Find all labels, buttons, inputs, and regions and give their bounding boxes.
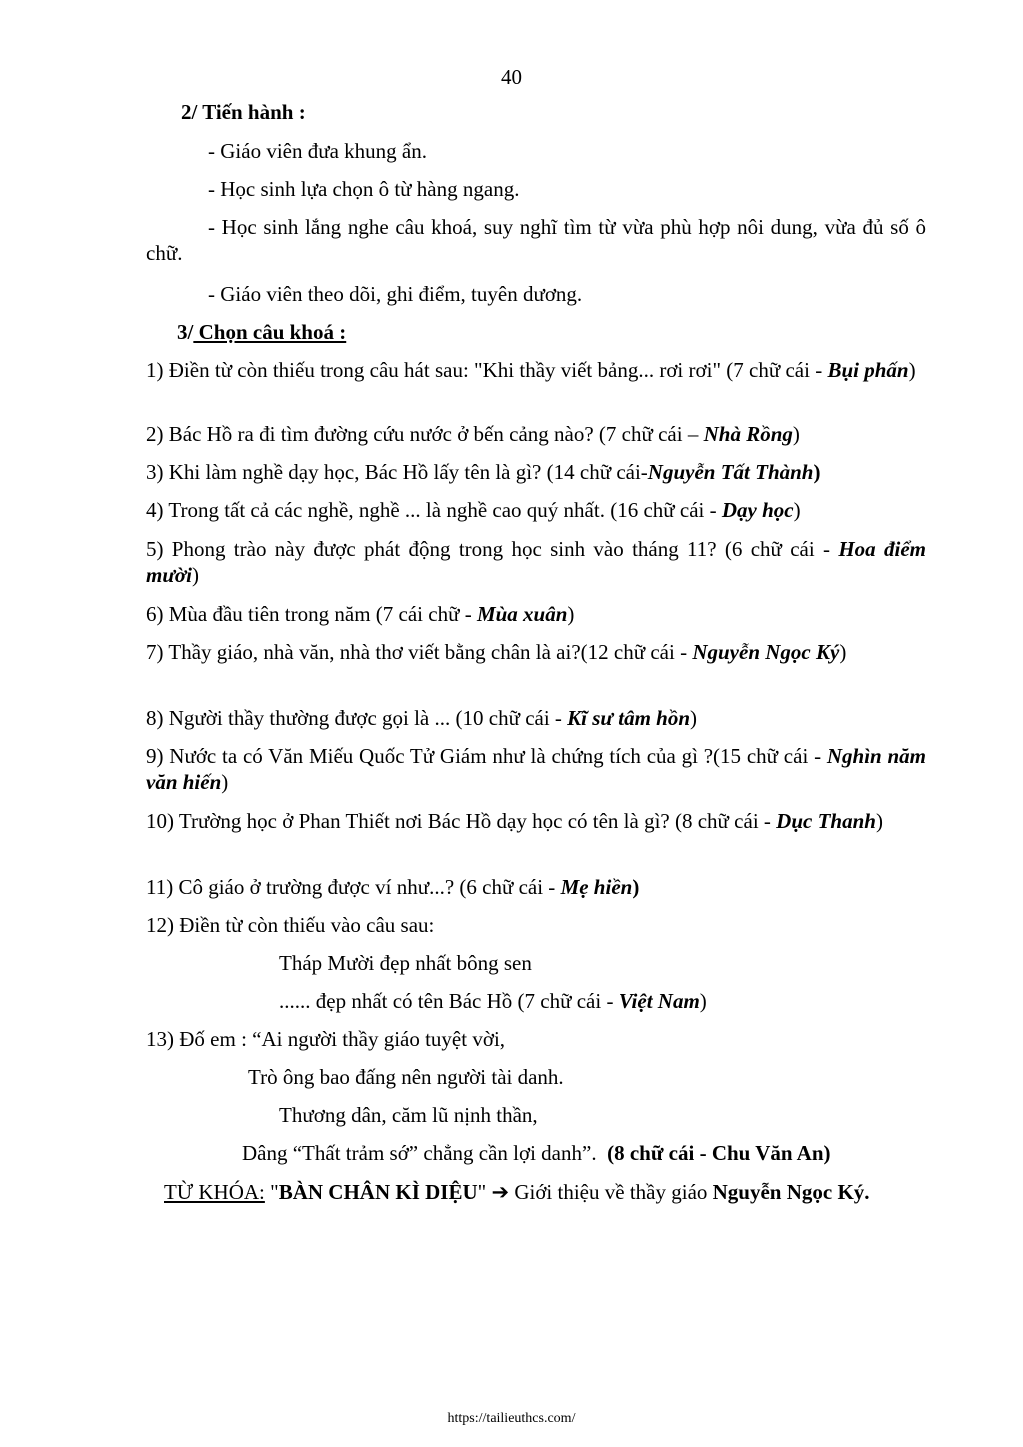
question-answer: Nhà Rồng xyxy=(703,422,793,446)
question-text: 5) Phong trào này được phát động trong học sinh vào tháng 11? (6 chữ cái - xyxy=(146,537,839,561)
question-text: 8) Người thầy thường được gọi là ... (10 chữ cái - xyxy=(146,706,568,730)
question-answer: (8 chữ cái - Chu Văn An) xyxy=(607,1141,831,1165)
question-text: 6) Mùa đầu tiên trong năm (7 cái chữ - xyxy=(146,602,477,626)
section-2-heading: 2/ Tiến hành : xyxy=(181,100,306,124)
question-12-intro: 12) Điền từ còn thiếu vào câu sau: xyxy=(146,913,435,937)
section-2-line-4: - Giáo viên theo dõi, ghi điểm, tuyên dương. xyxy=(208,282,583,306)
keyword-text: Giới thiệu về thầy giáo xyxy=(509,1180,713,1204)
section-2-line-3: - Học sinh lắng nghe câu khoá, suy nghĩ tìm từ vừa phù hợp nôi dung, vừa đủ số ô chữ. xyxy=(146,215,926,265)
question-answer: Nguyễn Ngọc Ký xyxy=(692,640,840,664)
question-close: ) xyxy=(192,563,200,587)
question-6 xyxy=(146,601,926,627)
question-4 xyxy=(146,497,926,523)
question-7 xyxy=(146,639,926,665)
footer-url: https://tailieuthcs.com/ xyxy=(447,1411,576,1426)
question-answer: Nghìn năm văn hiến xyxy=(146,744,926,794)
question-9 xyxy=(146,743,926,795)
section-3-number: 3/ xyxy=(177,320,194,344)
question-close: ) xyxy=(221,770,229,794)
question-12-line-2 xyxy=(279,988,707,1014)
question-12-line-1: Tháp Mười đẹp nhất bông sen xyxy=(279,951,532,975)
question-text: 7) Thầy giáo, nhà văn, nhà thơ viết bằng chân là ai?(12 chữ cái - xyxy=(146,640,693,664)
question-close: ) xyxy=(908,358,916,382)
keyword-line xyxy=(146,1179,926,1205)
question-close: ) xyxy=(699,989,707,1013)
question-answer: Mùa xuân xyxy=(476,602,568,626)
arrow-icon: ➔ xyxy=(491,1180,510,1204)
question-close: ) xyxy=(839,640,847,664)
keyword-label: TỪ KHÓA: xyxy=(164,1180,265,1204)
question-text: 1) Điền từ còn thiếu trong câu hát sau: "Khi thầy viết bảng... rơi rơi" (7 chữ cái - xyxy=(146,358,828,382)
question-10 xyxy=(146,808,926,834)
keyword-quote-open: " xyxy=(264,1180,279,1204)
keyword-word: BÀN CHÂN KÌ DIỆU xyxy=(278,1180,478,1204)
question-close: ) xyxy=(813,460,821,484)
question-close: ) xyxy=(792,422,800,446)
question-13-line-2: Trò ông bao đấng nên người tài danh. xyxy=(248,1065,564,1089)
question-13-line-4 xyxy=(242,1140,831,1166)
question-5 xyxy=(146,536,926,588)
question-text: 11) Cô giáo ở trường được ví như...? (6 chữ cái - xyxy=(146,875,561,899)
section-3-title: Chọn câu khoá : xyxy=(193,320,347,344)
question-answer: Mẹ hiền xyxy=(560,875,633,899)
section-3-heading xyxy=(177,319,346,345)
question-13-line-3: Thương dân, căm lũ nịnh thần, xyxy=(279,1103,538,1127)
question-13-line-1: 13) Đố em : “Ai người thầy giáo tuyệt vời, xyxy=(146,1027,506,1051)
question-close: ) xyxy=(567,602,575,626)
keyword-name: Nguyễn Ngọc Ký. xyxy=(712,1180,870,1204)
question-answer: Dạy học xyxy=(721,498,794,522)
question-answer: Kĩ sư tâm hồn xyxy=(567,706,691,730)
question-8 xyxy=(146,705,926,731)
question-answer: Nguyễn Tất Thành xyxy=(647,460,814,484)
question-text: 9) Nước ta có Văn Miếu Quốc Tử Giám như là chứng tích của gì ?(15 chữ cái - xyxy=(146,744,827,768)
question-close: ) xyxy=(690,706,698,730)
page-number: 40 xyxy=(501,65,522,89)
question-answer: Bụi phấn xyxy=(827,358,909,382)
question-3 xyxy=(146,459,926,485)
question-text: 2) Bác Hồ ra đi tìm đường cứu nước ở bến cảng nào? (7 chữ cái – xyxy=(146,422,704,446)
question-text: 4) Trong tất cả các nghề, nghề ... là nghề cao quý nhất. (16 chữ cái - xyxy=(146,498,722,522)
question-text: 3) Khi làm nghề dạy học, Bác Hồ lấy tên là gì? (14 chữ cái- xyxy=(146,460,648,484)
question-text: 10) Trường học ở Phan Thiết nơi Bác Hồ dạy học có tên là gì? (8 chữ cái - xyxy=(146,809,777,833)
question-11 xyxy=(146,874,926,900)
keyword-quote-close: " xyxy=(477,1180,492,1204)
question-answer: Hoa điểm mười xyxy=(146,537,926,587)
question-1 xyxy=(146,357,926,383)
question-2 xyxy=(146,421,926,447)
question-close: ) xyxy=(793,498,801,522)
question-answer: Việt Nam xyxy=(618,989,700,1013)
question-close: ) xyxy=(632,875,640,899)
section-2-line-1: - Giáo viên đưa khung ẩn. xyxy=(208,139,427,163)
question-close: ) xyxy=(875,809,883,833)
section-2-line-2: - Học sinh lựa chọn ô từ hàng ngang. xyxy=(208,177,520,201)
question-text: Dâng “Thất trảm sớ” chẳng cần lợi danh”. xyxy=(242,1141,597,1165)
question-answer: Dục Thanh xyxy=(776,809,876,833)
question-text: ...... đẹp nhất có tên Bác Hồ (7 chữ cái - xyxy=(279,989,619,1013)
